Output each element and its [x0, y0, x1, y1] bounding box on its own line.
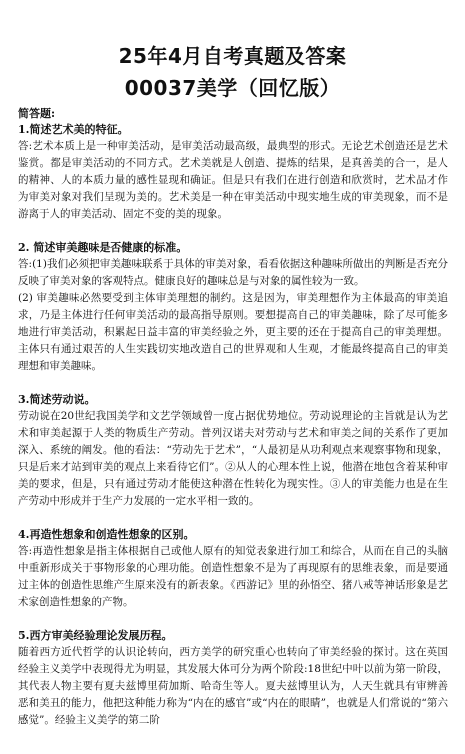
answer-paragraph: 随着西方近代哲学的认识论转向，西方美学的研究重心也转向了审美经验的探讨。这在英国经验主义美学中表现得尤为明显，其发展大体可分为两个阶段:18世纪中叶以前为第一阶段，其代表人物主要有夏夫兹博里荷加斯、哈奇生等人。夏夫兹博里认为，人天生就具有审辨善恶和美丑的能力，他把这种能力称为“内在的感官”或“内在的眼睛”，也就是人们常说的“第六感觉”。经验主义美学的第二阶: [18, 646, 448, 726]
answer-paragraph: 答:再造性想象是指主体根据自己或他人原有的知觉表象进行加工和综合，从而在自己的头脑中重新形成关于事物形象的心理功能。创造性想象不是为了再现原有的思维表象，而是要通过主体的创造性思维产生原来没有的新表象。《西游记》里的孙悟空、猪八戒等神话形象是艺术家创造性想象的产物。: [18, 545, 448, 608]
spacer: [18, 510, 448, 527]
question-1: [18, 122, 448, 223]
answer-body: [18, 138, 448, 223]
answer-body: [18, 408, 448, 510]
answer-body: [18, 543, 448, 611]
question-5: [18, 628, 448, 729]
answer-paragraph: 劳动说在20世纪我国美学和文艺学领域曾一度占据优势地位。劳动说理论的主旨就是认为艺术和审美起源于人类的物质生产劳动。普列汉诺夫对劳动与艺术和审美之间的关系作了更加深入、系统的阐发。他的看法：“劳动先于艺术”，“人最初是从功利观点来观察事物和现象，只是后来才站到审美的观点上来看待它们”。②从人的心理本性上说，他潜在地包含着某种审美的要求，但是，只有通过劳动才能使这种潜在性转化为现实性。③人的审美能力也是在生产劳动中形成并于生产力发展的一定水平相一致的。: [18, 410, 448, 507]
question-2: [18, 240, 448, 375]
question-4: [18, 527, 448, 611]
spacer: [18, 375, 448, 392]
answer-paragraph: 答:艺术本质上是一种审美活动，是审美活动最高级，最典型的形式。无论艺术创造还是艺术鉴赏。都是审美活动的不同方式。艺术美就是人创造、提炼的结果，是真善美的合一，是人的精神、人的本质力量的感性显现和确证。但是只有我们在进行创造和欣赏时，艺术品才作为审美对象对我们呈现为美的。艺术美是一种在审美活动中现实地生成的审美现象，而不是游离于人的审美活动、固定不变的美的现象。: [18, 140, 448, 220]
question-heading: 2. 简述审美趣味是否健康的标准。: [18, 241, 188, 254]
document-title: 25年4月自考真题及答案: [118, 44, 347, 68]
document-subtitle: 00037美学（回忆版）: [124, 76, 341, 100]
question-heading: 1.简述艺术美的特征。: [18, 123, 129, 136]
question-heading: 3.简述劳动说。: [18, 393, 96, 406]
spacer: [18, 611, 448, 628]
question-3: [18, 392, 448, 510]
document-body: [18, 106, 448, 729]
answer-paragraph: (2) 审美趣味必然要受到主体审美理想的制约。这是因为，审美理想作为主体最高的审美追求，乃是主体进行任何审美活动的最高指导原则。要想提高自己的审美趣味，除了尽可能多地进行审美活动，积累起日益丰富的审美经验之外，更主要的还在于提高自己的审美理想。主体只有通过艰苦的人生实践切实地改造自己的世界观和人生观，才能最终提高自己的审美理想和审美趣味。: [18, 292, 448, 372]
spacer: [18, 223, 448, 240]
section-label: 简答题:: [18, 107, 56, 120]
answer-body: [18, 644, 448, 729]
answer-paragraph: 答:(1)我们必须把审美趣味联系于具体的审美对象，看看依据这种趣味所做出的判断是否充分反映了审美对象的客观特点。健康良好的趣味总是与对象的属性较为一致。: [18, 258, 448, 287]
answer-body: [18, 256, 448, 375]
question-heading: 4.再造性想象和创造性想象的区别。: [18, 528, 195, 541]
question-heading: 5.西方审美经验理论发展历程。: [18, 629, 173, 642]
